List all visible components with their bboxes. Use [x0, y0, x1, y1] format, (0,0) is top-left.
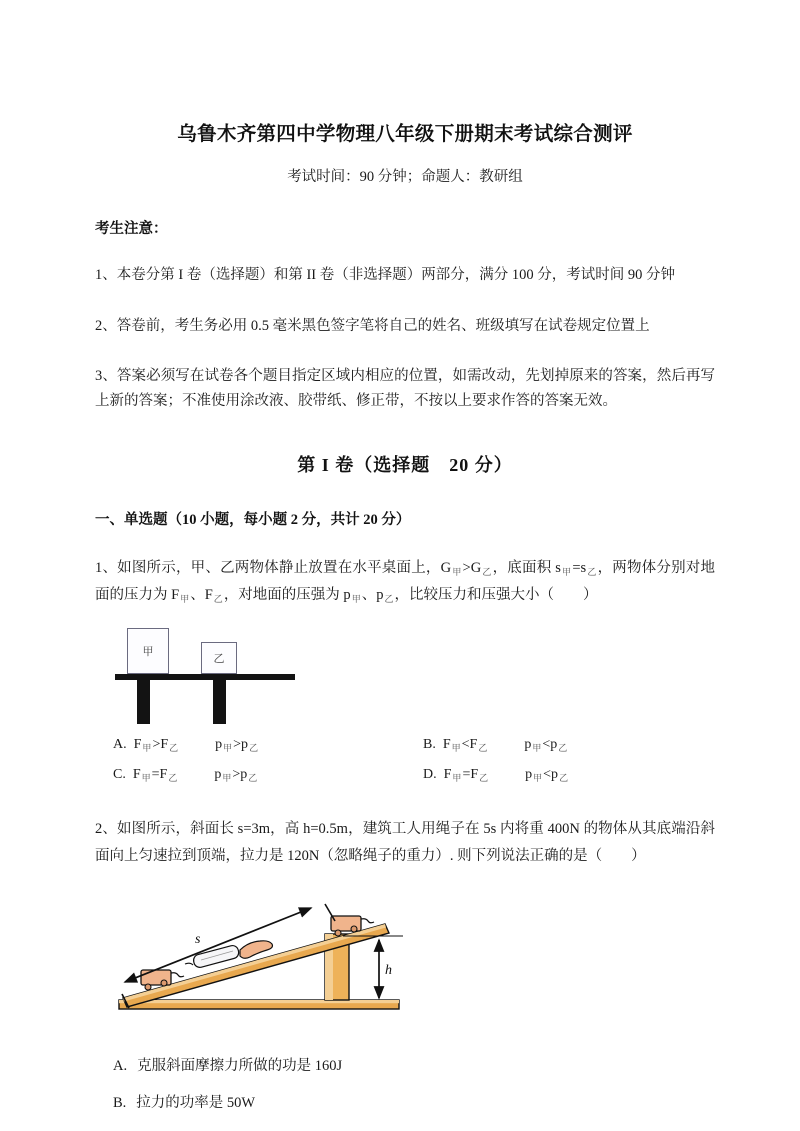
q1-opt-b-press: p — [524, 737, 532, 753]
q1-seg-gt: >G — [462, 559, 482, 576]
cart-upper-guide-line — [325, 904, 335, 921]
question-1-figure-wrap — [95, 608, 715, 709]
block-jia-label: 甲 — [142, 646, 154, 659]
q2-opt-a-label: A. — [113, 1058, 128, 1075]
q1-seg-eq: =s — [572, 559, 587, 576]
q1-sub-jia-b: 甲 — [561, 566, 572, 577]
question-2-options — [95, 1021, 715, 1112]
q1-opt-d-press-sub2: 乙 — [559, 773, 569, 784]
question-2-option-b[interactable] — [95, 1075, 715, 1112]
q1-sub-yi-b: 乙 — [587, 566, 597, 577]
q1-opt-a-force: F — [133, 737, 142, 753]
q1-opt-a-press-rel: >p — [233, 737, 249, 753]
q1-opt-d-press-sub1: 甲 — [533, 773, 543, 784]
q1-opt-a-label: A. — [113, 737, 127, 753]
q1-opt-d-force: F — [443, 767, 452, 783]
question-1-option-b[interactable] — [405, 737, 715, 753]
q1-opt-d-press: p — [525, 767, 533, 783]
section-title-part-one: 第 I 卷（选择题 20 分） — [297, 454, 513, 475]
question-1-option-a[interactable] — [95, 737, 405, 753]
question-2-number: 2、 — [95, 821, 117, 838]
q2-opt-b-label: B. — [113, 1095, 127, 1112]
notice-item-3: 3、答案必须写在试卷各个题目指定区域内相应的位置，如需改动，先划掉原来的答案，然后再写上新的答案；不准使用涂改液、胶带纸、修正带，不按以上要求作答的答案无效。 — [95, 368, 715, 410]
label-h: h — [385, 963, 392, 979]
q1-opt-c-press-sub1: 甲 — [222, 773, 232, 784]
q1-seg-2: ，底面积 s — [492, 559, 561, 576]
q1-opt-d-force-sub1: 甲 — [452, 773, 462, 784]
q1-sub-yi-c: 乙 — [213, 593, 223, 604]
question-1-option-d[interactable] — [405, 767, 715, 783]
q1-sub-jia-a: 甲 — [452, 566, 462, 577]
q1-opt-a-force-sub2: 乙 — [169, 743, 179, 754]
page-title: 乌鲁木齐第四中学物理八年级下册期末考试综合测评 — [177, 124, 633, 145]
question-1-text — [95, 529, 715, 609]
question-1-options — [95, 709, 715, 790]
q1-seg-1: 如图所示，甲、乙两物体静止放置在水平桌面上，G — [117, 559, 452, 576]
q1-sub-jia-d: 甲 — [351, 593, 361, 604]
q1-opt-c-press-sub2: 乙 — [248, 773, 258, 784]
question-2-figure-inclined-plane — [113, 888, 413, 1016]
question-2-body: 如图所示，斜面长 s=3m，高 h=0.5m，建筑工人用绳子在 5s 内将重 400N 的物体从其底端沿斜面向上匀速拉到顶端，拉力是 120N（忽略绳子的重力）. 则下列说法正确的是（ ） — [95, 821, 716, 865]
question-2-figure-wrap — [95, 870, 715, 1021]
q1-opt-c-press-rel: >p — [232, 767, 248, 783]
q1-opt-d-press-rel: <p — [543, 767, 559, 783]
q1-seg-3: ，两物体分别对地面的压力为 F — [95, 559, 715, 603]
q1-opt-b-force: F — [442, 737, 451, 753]
q1-opt-a-press-sub2: 乙 — [249, 743, 259, 754]
q1-opt-d-force-sub2: 乙 — [479, 773, 489, 784]
question-1-option-row-2 — [95, 760, 715, 790]
q1-seg-5: ，比较压力和压强大小（ ） — [394, 586, 598, 603]
q1-opt-d-label: D. — [423, 767, 437, 783]
q1-opt-a-press-sub1: 甲 — [223, 743, 233, 754]
notice-item-2: 2、答卷前，考生务必用 0.5 毫米黑色签字笔将自己的姓名、班级填写在试卷规定位置上 — [95, 317, 650, 334]
base-board — [119, 1000, 399, 1009]
q1-opt-b-force-sub2: 乙 — [478, 743, 488, 754]
question-2-option-a[interactable] — [95, 1038, 715, 1075]
label-s: s — [195, 932, 201, 948]
question-2-text — [95, 790, 715, 870]
q1-opt-a-force-sub1: 甲 — [142, 743, 152, 754]
block-yi — [201, 642, 237, 674]
q1-sub-yi-a: 乙 — [482, 566, 492, 577]
q1-opt-b-press-sub2: 乙 — [558, 743, 568, 754]
q1-opt-a-force-rel: >F — [152, 737, 169, 753]
cart-lower-hook — [171, 973, 184, 977]
question-1-number: 1、 — [95, 559, 118, 576]
q1-opt-c-force-sub1: 甲 — [141, 773, 151, 784]
exam-subtitle: 考试时间：90 分钟；命题人：教研组 — [287, 169, 523, 186]
q1-opt-c-label: C. — [113, 767, 126, 783]
block-jia — [127, 628, 169, 674]
q1-opt-c-force-sub2: 乙 — [168, 773, 178, 784]
q1-opt-b-press-sub1: 甲 — [532, 743, 542, 754]
q1-opt-c-force-rel: =F — [151, 767, 168, 783]
question-1-option-c[interactable] — [95, 767, 405, 783]
height-arrow-h — [343, 936, 403, 998]
cart-upper-hook — [361, 919, 374, 923]
q1-opt-b-press-rel: <p — [542, 737, 558, 753]
question-1-figure-blocks-on-table — [115, 624, 315, 709]
q1-opt-d-force-rel: =F — [462, 767, 479, 783]
q2-opt-a-text: 克服斜面摩擦力所做的功是 160J — [137, 1058, 343, 1075]
q1-opt-b-label: B. — [423, 737, 436, 753]
notice-heading: 考生注意： — [95, 221, 168, 238]
table-leg-right — [213, 680, 226, 724]
subsection-title-single-choice: 一、单选题（10 小题，每小题 2 分，共计 20 分） — [95, 511, 411, 528]
q1-opt-c-press: p — [214, 767, 222, 783]
q1-seg-4: ，对地面的压强为 p — [223, 586, 351, 603]
q1-seg-comma-2: 、p — [361, 586, 384, 603]
notice-item-1: 1、本卷分第 I 卷（选择题）和第 II 卷（非选择题）两部分，满分 100 分，考试时间 90 分钟 — [95, 267, 675, 284]
q1-opt-c-force: F — [132, 767, 141, 783]
block-yi-label: 乙 — [213, 653, 225, 666]
q1-opt-b-force-sub1: 甲 — [451, 743, 461, 754]
q1-seg-comma-1: 、F — [190, 586, 213, 603]
question-1-option-row-1 — [95, 730, 715, 760]
q1-opt-a-press: p — [215, 737, 223, 753]
page-content — [95, 0, 715, 1112]
table-leg-left — [137, 680, 150, 724]
q1-sub-yi-d: 乙 — [384, 593, 394, 604]
q1-sub-jia-c: 甲 — [180, 593, 190, 604]
q2-opt-b-text: 拉力的功率是 50W — [136, 1095, 256, 1112]
hand-icon — [240, 941, 272, 958]
q1-opt-b-force-rel: <F — [461, 737, 478, 753]
